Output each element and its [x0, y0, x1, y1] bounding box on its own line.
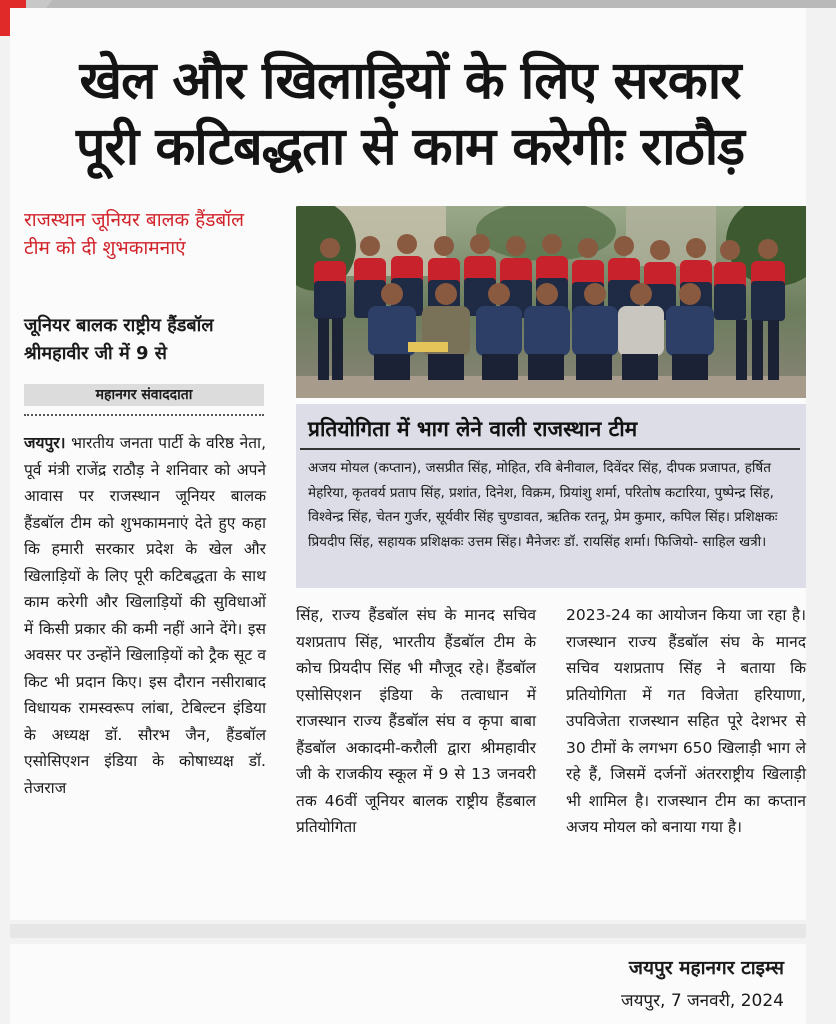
caption-title: प्रतियोगिता में भाग लेने वाली राजस्थान टीम	[308, 417, 638, 441]
dotted-divider	[24, 414, 264, 416]
team-photo	[296, 206, 806, 398]
top-bar	[0, 0, 836, 8]
headline-line-2: पूरी कटिबद्धता से काम करेगीः राठौड़	[75, 117, 745, 177]
dateline-lead: जयपुर।	[24, 434, 66, 452]
byline: महानगर संवाददाता	[24, 384, 264, 406]
publication-dateline: जयपुर, 7 जनवरी, 2024	[620, 991, 784, 1011]
article-text-1: भारतीय जनता पार्टी के वरिष्ठ नेता, पूर्व मंत्री राजेंद्र राठौड़ ने शनिवार को अपने आवास पर राजस्थान जूनियर बालक हैंडबॉल टीम को शुभकामनाएं देते हुए कहा कि हमारी सरकार प्रदेश के खेल और खिलाड़ियों के लिए पूरी कटिबद्धता के साथ काम करेगी और खिलाड़ियों की सुविधाओं में किसी प्रकार की कमी नहीं आने देंगे। इस अवसर पर उन्होंने खिलाड़ियों को ट्रैक सूट व किट भी प्रदान किए। इस दौरान नसीराबाद विधायक रामस्वरूप लांबा, टेबिल्टन इंडिया के अध्यक्ष डॉ. सौरभ जैन, हैंडबॉल एसोसिएशन इंडिया के कोषाध्यक्ष डॉ. तेजराज	[24, 434, 266, 797]
article-column-3: 2023-24 का आयोजन किया जा रहा है। राजस्थान राज्य हैंडबॉल संघ के मानद सचिव यशप्रताप सिंह ने बताया कि प्रतियोगिता में गत विजेता हरियाणा, उपविजेता राजस्थान सहित पूरे देशभर से 30 टीमों के लगभग 650 खिलाड़ी भाग ले रहे हैं, जिसमें दर्जनों अंतरराष्ट्रीय खिलाड़ी भी शामिल है। राजस्थान टीम का कप्तान अजय मोयल को बनाया गया है।	[566, 606, 806, 836]
subheadline: जूनियर बालक राष्ट्रीय हैंडबॉल श्रीमहावीर जी में 9 से	[24, 315, 214, 364]
kicker: राजस्थान जूनियर बालक हैंडबॉल टीम को दी शुभकामनाएं	[24, 209, 245, 259]
caption-divider	[300, 448, 800, 450]
publication-name: जयपुर महानगर टाइम्स	[628, 957, 784, 979]
headline-line-1: खेल और खिलाड़ियों के लिए सरकार	[79, 51, 741, 111]
photo-caption-box	[296, 404, 806, 588]
article-column-2: सिंह, राज्य हैंडबॉल संघ के मानद सचिव यशप्रताप सिंह, भारतीय हैंडबॉल टीम के कोच प्रियदीप सिंह भी मौजूद रहे। हैंडबॉल एसोसिएशन इंडिया के तत्वाधान में राजस्थान राज्य हैंडबॉल संघ व कृपा बाबा हैंडबॉल अकादमी-करौली द्वारा श्रीमहावीर जी के राजकीय स्कूल में 9 से 13 जनवरी तक 46वीं जूनियर बालक राष्ट्रीय हैंडबाल प्रतियोगिता	[296, 606, 536, 836]
page-gap	[10, 924, 806, 938]
team-photo-illustration	[296, 206, 806, 398]
headline	[20, 48, 800, 180]
caption-text: अजय मोयल (कप्तान), जसप्रीत सिंह, मोहित, रवि बेनीवाल, दिवेंदर सिंह, दीपक प्रजापत, हर्षित मेहरिया, कृतवर्य प्रताप सिंह, प्रशांत, दिनेश, विक्रम, प्रियांशु शर्मा, परितोष कटारिया, पुष्पेन्द्र सिंह, विश्वेन्द्र सिंह, चेतन गुर्जर, सूर्यवीर सिंह चुण्डावत, ऋतिक रतनू, प्रेम कुमार, कपिल सिंह। प्रशिक्षकः प्रियदीप सिंह, सहायक प्रशिक्षकः उत्तम सिंह। मैनेजरः डॉ. रायसिंह शर्मा। फिजियो- साहिल खत्री।	[308, 460, 778, 550]
article-column-1	[24, 430, 266, 801]
